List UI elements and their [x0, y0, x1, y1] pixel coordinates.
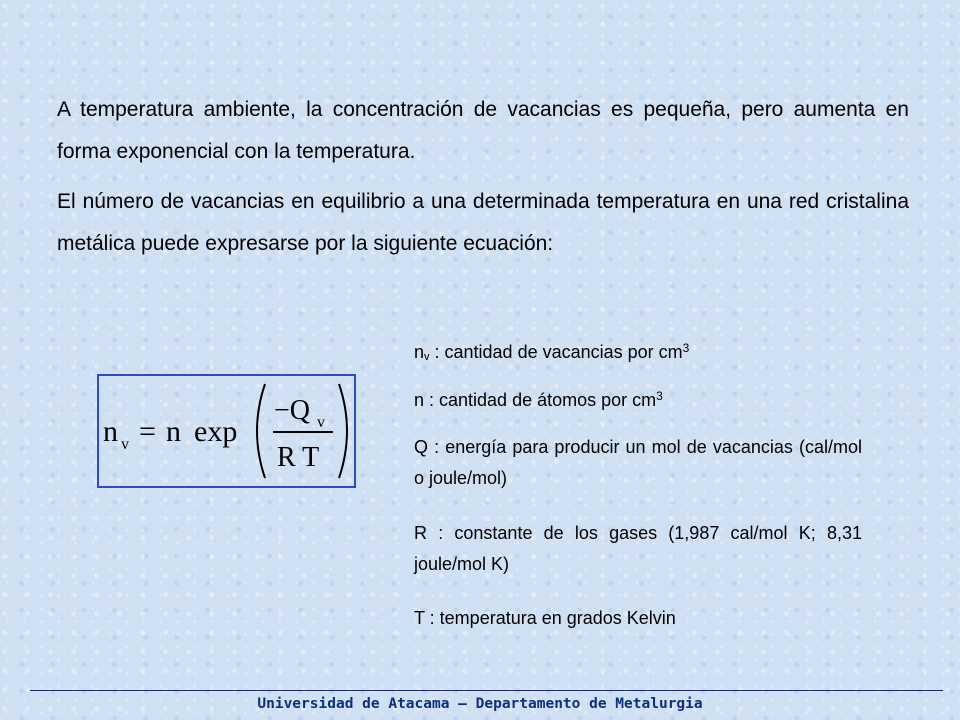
right-paren	[339, 384, 347, 478]
def-n: n : cantidad de átomos por $cm^3$	[414, 389, 663, 410]
equation-intro-paragraph: El número de vacancias en equilibrio a una determinada temperatura en una red cristalina metálica puede expresarse por la siguiente ecuación:	[57, 190, 909, 255]
def-nv: $n_v$ : cantidad de vacancias por $cm^3$	[414, 341, 690, 363]
def-t: T : temperatura en grados Kelvin	[414, 608, 676, 628]
footer-institution: Universidad de Atacama – Departamento de Metalurgia	[257, 696, 703, 712]
eq-numerator: −Q	[274, 395, 311, 426]
eq-exp: exp	[194, 415, 238, 448]
eq-denominator: R T	[277, 442, 320, 473]
eq-rhs-n: n	[166, 415, 181, 448]
equation-svg	[99, 376, 354, 486]
eq-numerator-sub: v	[317, 414, 325, 431]
vacancy-equation	[97, 374, 356, 488]
left-paren	[257, 384, 265, 478]
def-r: R : constante de los gases (1,987 cal/mol K; 8,31 joule/mol K)	[414, 523, 862, 574]
eq-equals: =	[139, 415, 156, 448]
intro-paragraph: A temperatura ambiente, la concentración de vacancias es pequeña, pero aumenta en forma exponencial con la temperatura.	[57, 98, 909, 163]
eq-lhs: n	[103, 415, 118, 448]
eq-lhs-sub: v	[121, 436, 129, 453]
def-q: Q : energía para producir un mol de vacancias (cal/mol o joule/mol)	[414, 437, 862, 488]
